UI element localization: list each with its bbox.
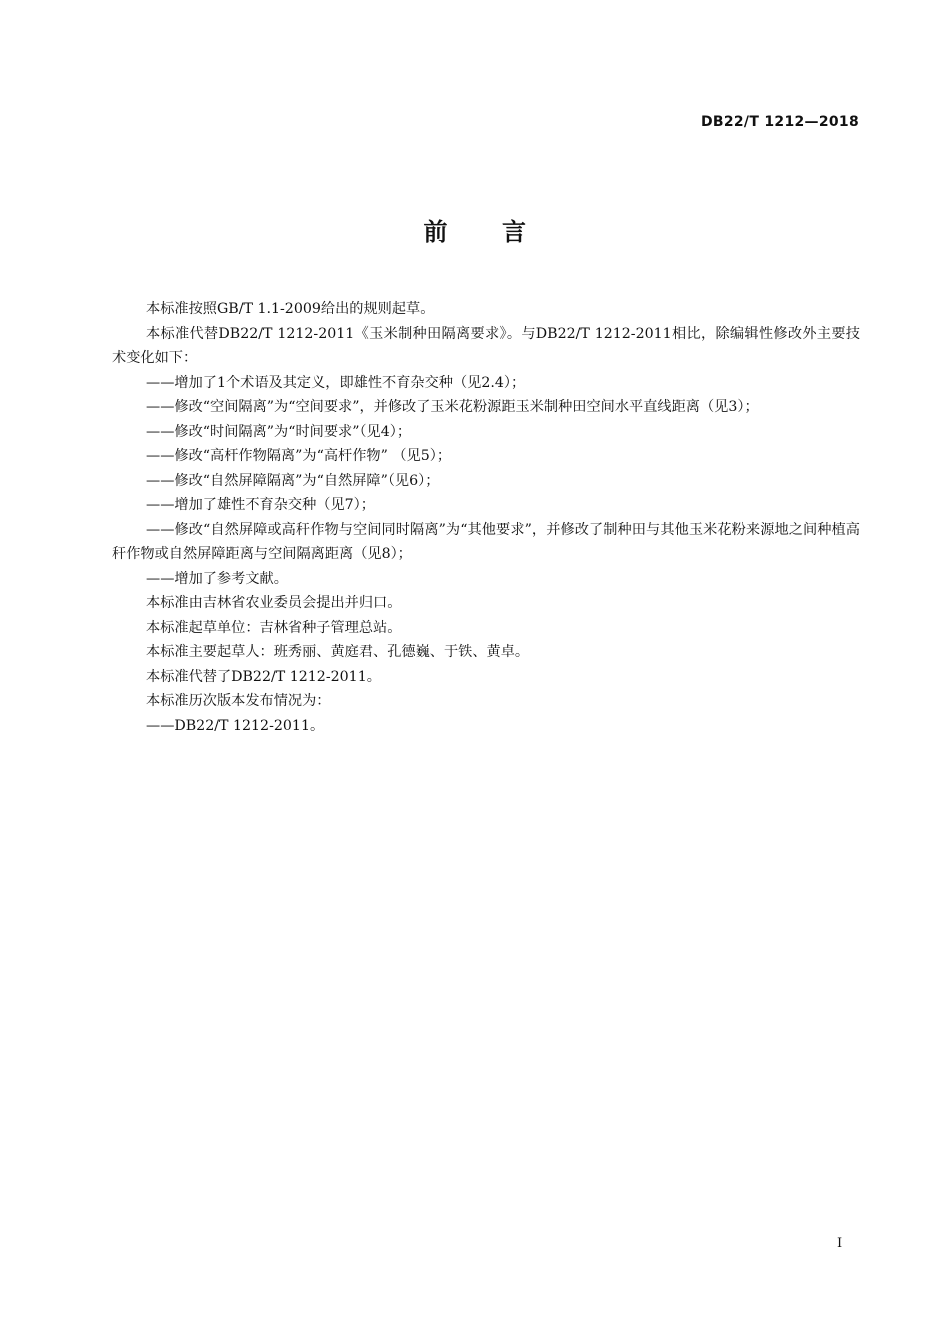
change-item-time: ——修改“时间隔离”为“时间要求”（见4）；	[146, 423, 412, 440]
paragraph-drafting-rules: 本标准按照GB/T 1.1-2009给出的规则起草。	[146, 301, 435, 317]
change-item-term: ——增加了1个术语及其定义，即雄性不育杂交种（见2.4）；	[146, 374, 526, 391]
standard-code: DB22/T 1212—2018	[700, 114, 859, 130]
page-title	[0, 212, 950, 247]
change-item-references: ——增加了参考文献。	[146, 570, 288, 587]
title-char-2: 言	[502, 218, 527, 246]
page-number: I	[837, 1236, 843, 1251]
history-item: ——DB22/T 1212-2011。	[146, 717, 325, 734]
paragraph-drafters: 本标准主要起草人：班秀丽、黄庭君、孔德巍、于铁、黄卓。	[146, 644, 530, 660]
title-char-1: 前	[423, 218, 448, 246]
paragraph-drafting-unit: 本标准起草单位：吉林省种子管理总站。	[146, 619, 402, 636]
change-item-tall-crop: ——修改“高杆作物隔离”为“高杆作物” （见5）；	[146, 448, 452, 464]
paragraph-proposer: 本标准由吉林省农业委员会提出并归口。	[146, 595, 402, 611]
foreword-body	[112, 297, 860, 738]
paragraph-replaces: 本标准代替DB22/T 1212-2011《玉米制种田隔离要求》。与DB22/T 1212-2011相比，除编辑性修改外主要技术变化如下：	[112, 325, 860, 366]
change-item-other: ——修改“自然屏障或高秆作物与空间同时隔离”为“其他要求”，并修改了制种田与其他玉米花粉来源地之间种植高秆作物或自然屏障距离与空间隔离距离（见8）；	[112, 521, 860, 562]
paragraph-history: 本标准历次版本发布情况为：	[146, 693, 331, 709]
change-item-male-sterile: ——增加了雄性不育杂交种（见7）；	[146, 497, 375, 513]
paragraph-replaced: 本标准代替了DB22/T 1212-2011。	[146, 668, 381, 685]
change-item-natural-barrier: ——修改“自然屏障隔离”为“自然屏障”（见6）；	[146, 472, 440, 489]
change-item-space: ——修改“空间隔离”为“空间要求”，并修改了玉米花粉源距玉米制种田空间水平直线距离（见3）；	[146, 399, 759, 415]
